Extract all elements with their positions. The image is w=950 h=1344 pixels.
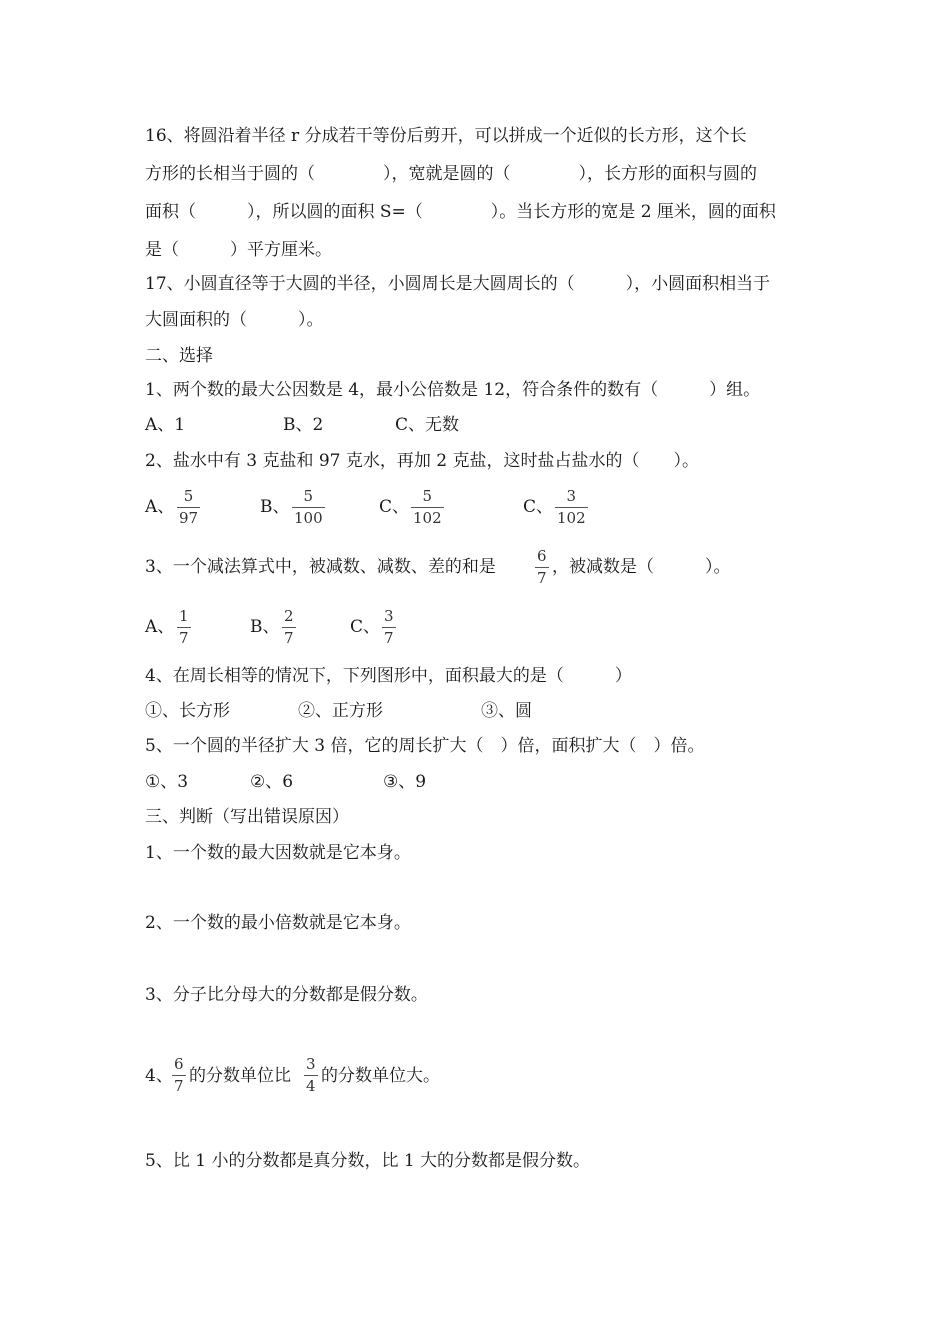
denominator: 100 — [294, 509, 323, 527]
q16-line-3: 面积（ ），所以圆的面积 S=（ ）。当长方形的宽是 2 厘米，圆的面积 — [145, 202, 776, 222]
s2-q1-option-a: A、1 — [145, 415, 186, 435]
section-3-heading: 三、判断（写出错误原因） — [145, 807, 349, 827]
numerator: 6 — [537, 547, 547, 565]
denominator: 7 — [384, 629, 394, 647]
fraction-bar — [177, 627, 191, 628]
s3-q4-fraction-b — [304, 1057, 318, 1094]
fraction-bar — [292, 507, 325, 508]
s2-q4-option-2: ②、正方形 — [298, 701, 383, 721]
s2-q5-option-2: ②、6 — [250, 772, 294, 792]
fraction-bar — [555, 507, 588, 508]
s2-q2-option-c-fraction — [411, 489, 444, 526]
fraction-bar — [282, 627, 296, 628]
s2-q4-text: 4、在周长相等的情况下，下列图形中，面积最大的是（ ） — [145, 666, 632, 686]
numerator: 6 — [174, 1055, 184, 1073]
fraction-bar — [304, 1075, 318, 1076]
s2-q2-option-b-fraction — [292, 489, 325, 526]
numerator: 5 — [183, 487, 194, 505]
s3-q3-text: 3、分子比分母大的分数都是假分数。 — [145, 985, 428, 1005]
section-2-heading: 二、选择 — [145, 346, 213, 366]
s3-q2-text: 2、一个数的最小倍数就是它本身。 — [145, 913, 411, 933]
fraction-bar — [411, 507, 444, 508]
s2-q2-text: 2、盐水中有 3 克盐和 97 克水，再加 2 克盐，这时盐占盐水的（ ）。 — [145, 451, 700, 471]
s3-q5-text: 5、比 1 小的分数都是真分数，比 1 大的分数都是假分数。 — [145, 1151, 591, 1171]
q16-line-2: 方形的长相当于圆的（ ），宽就是圆的（ ），长方形的面积与圆的 — [145, 164, 757, 184]
s2-q2-option-a-fraction — [177, 489, 200, 526]
s3-q4-suffix: 的分数单位大。 — [321, 1066, 440, 1086]
s2-q5-option-3: ③、9 — [383, 772, 427, 792]
s2-q2-option-a-label: A、 — [145, 497, 175, 517]
numerator: 5 — [422, 487, 433, 505]
q17-line-1: 17、小圆直径等于大圆的半径，小圆周长是大圆周长的（ ），小圆面积相当于 — [145, 274, 771, 294]
s2-q1-option-c: C、无数 — [395, 415, 460, 435]
denominator: 102 — [413, 509, 442, 527]
q17-line-2: 大圆面积的（ ）。 — [145, 310, 324, 330]
s2-q5-option-1: ①、3 — [145, 772, 189, 792]
numerator: 2 — [284, 607, 294, 625]
s2-q2-option-c-label: C、 — [379, 497, 410, 517]
numerator: 5 — [303, 487, 314, 505]
q16-line-4: 是（ ）平方厘米。 — [145, 240, 332, 260]
s2-q3-text-before: 3、一个减法算式中，被减数、减数、差的和是 — [145, 557, 496, 577]
s3-q1-text: 1、一个数的最大因数就是它本身。 — [145, 843, 411, 863]
s2-q3-option-a-fraction — [177, 609, 191, 646]
fraction-bar — [535, 567, 549, 568]
s2-q5-text: 5、一个圆的半径扩大 3 倍，它的周长扩大（ ）倍，面积扩大（ ）倍。 — [145, 736, 705, 756]
s2-q3-option-b-fraction — [282, 609, 296, 646]
s2-q1-option-b: B、2 — [283, 415, 324, 435]
s2-q4-option-1: ①、长方形 — [145, 701, 230, 721]
denominator: 7 — [537, 569, 547, 587]
numerator: 3 — [384, 607, 394, 625]
s2-q3-option-a-label: A、 — [145, 617, 175, 637]
s2-q3-option-c-fraction — [382, 609, 396, 646]
s2-q3-fraction — [535, 549, 549, 586]
s2-q4-option-3: ③、圆 — [481, 701, 532, 721]
numerator: 3 — [306, 1055, 316, 1073]
s3-q4-prefix: 4、 — [145, 1066, 173, 1086]
s3-q4-fraction-a — [172, 1057, 186, 1094]
denominator: 102 — [557, 509, 586, 527]
s2-q3-text-after: ，被减数是（ ）。 — [552, 557, 731, 577]
fraction-bar — [382, 627, 396, 628]
denominator: 7 — [174, 1077, 184, 1095]
denominator: 4 — [306, 1077, 316, 1095]
numerator: 1 — [179, 607, 189, 625]
numerator: 3 — [566, 487, 577, 505]
s2-q2-option-d-fraction — [555, 489, 588, 526]
denominator: 7 — [284, 629, 294, 647]
fraction-bar — [172, 1075, 186, 1076]
fraction-bar — [177, 507, 200, 508]
s2-q2-option-b-label: B、 — [260, 497, 290, 517]
s2-q3-option-b-label: B、 — [250, 617, 280, 637]
s2-q2-option-d-label: C、 — [523, 497, 554, 517]
q16-line-1: 16、将圆沿着半径 r 分成若干等份后剪开，可以拼成一个近似的长方形，这个长 — [145, 126, 747, 146]
denominator: 7 — [179, 629, 189, 647]
s2-q3-option-c-label: C、 — [350, 617, 381, 637]
s3-q4-middle: 的分数单位比 — [189, 1066, 291, 1086]
s2-q1-text: 1、两个数的最大公因数是 4，最小公倍数是 12，符合条件的数有（ ）组。 — [145, 380, 761, 400]
denominator: 97 — [179, 509, 199, 527]
